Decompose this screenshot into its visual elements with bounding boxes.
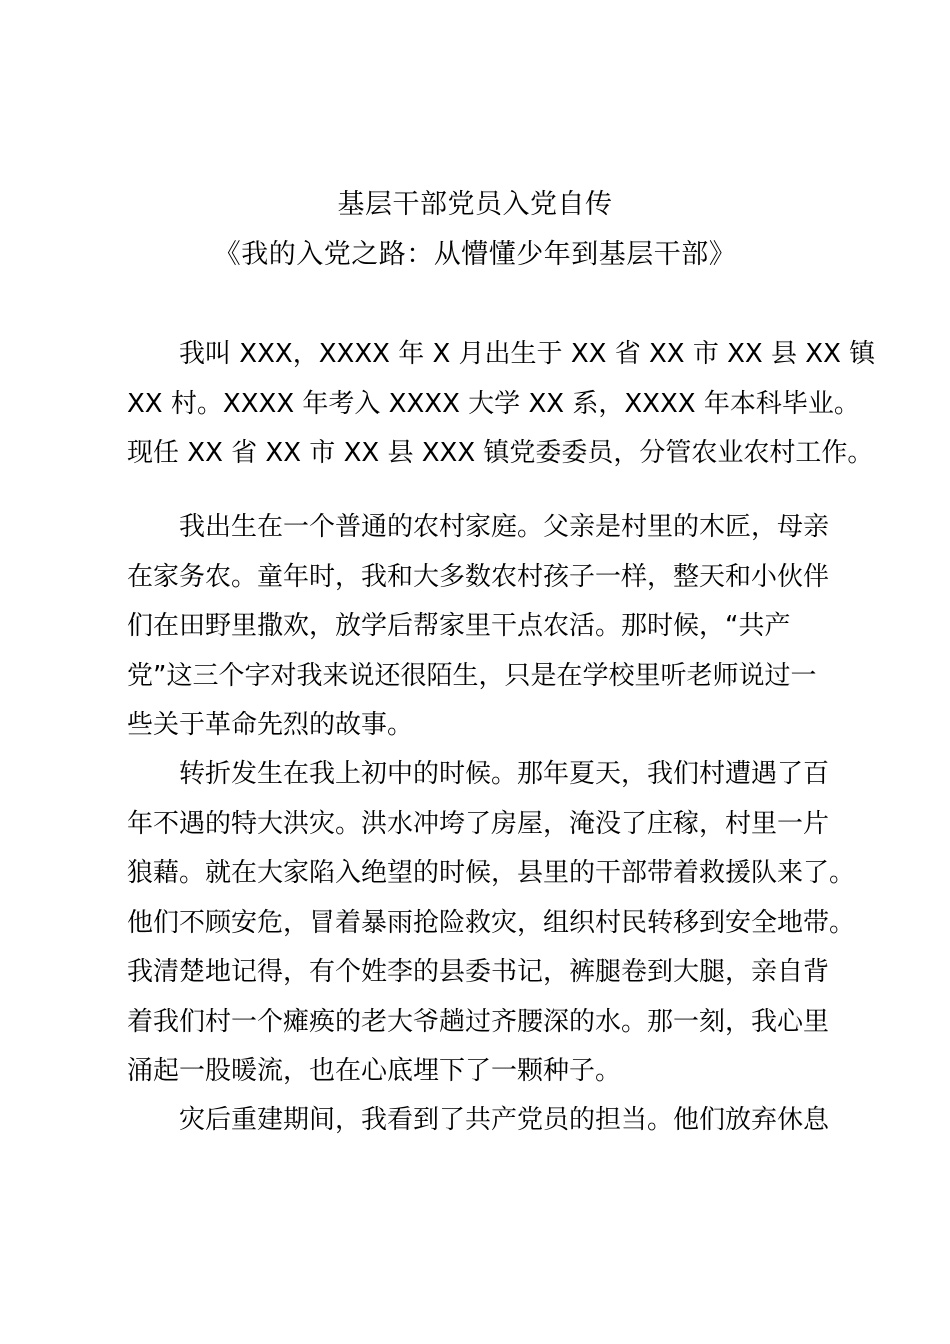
paragraph-line: 我清楚地记得，有个姓李的县委书记，裤腿卷到大腿，亲自背 [127, 957, 830, 987]
paragraph-line: 我出生在一个普通的农村家庭。父亲是村里的木匠，母亲 [179, 512, 830, 542]
paragraph-line: 灾后重建期间，我看到了共产党员的担当。他们放弃休息 [179, 1105, 830, 1135]
paragraph-4 [127, 1096, 837, 1146]
paragraph-line: 我叫 XXX，XXXX 年 X 月出生于 XX 省 XX 市 XX 县 XX 镇 [179, 339, 876, 369]
paragraph-line: 现任 XX 省 XX 市 XX 县 XXX 镇党委委员，分管农业农村工作。 [127, 438, 874, 468]
title-block [0, 180, 950, 280]
paragraph-line: 些关于革命先烈的故事。 [127, 710, 414, 740]
paragraph-line: 在家务农。童年时，我和大多数农村孩子一样，整天和小伙伴 [127, 561, 830, 592]
paragraph-line: 们在田野里撒欢，放学后帮家里干点农活。那时候，“共产 [127, 611, 791, 641]
paragraph-2 [127, 503, 837, 751]
document-subtitle: 《我的入党之路：从懵懂少年到基层干部》 [213, 239, 737, 270]
paragraph-line: 着我们村一个瘫痪的老大爷趟过齐腰深的水。那一刻，我心里 [127, 1006, 830, 1037]
paragraph-line: 党”这三个字对我来说还很陌生，只是在学校里听老师说过一 [127, 660, 817, 691]
paragraph-line: XX 村。XXXX 年考入 XXXX 大学 XX 系，XXXX 年本科毕业。 [127, 388, 860, 419]
paragraph-1 [127, 330, 876, 479]
paragraph-3 [127, 750, 856, 1097]
paragraph-line: 涌起一股暖流，也在心底埋下了一颗种子。 [127, 1056, 622, 1086]
paragraph-line: 狼藉。就在大家陷入绝望的时候，县里的干部带着救援队来了。 [127, 858, 856, 888]
paragraph-line: 转折发生在我上初中的时候。那年夏天，我们村遭遇了百 [179, 759, 830, 789]
document-title: 基层干部党员入党自传 [337, 189, 613, 220]
paragraph-line: 他们不顾安危，冒着暴雨抢险救灾，组织村民转移到安全地带。 [127, 907, 856, 938]
paragraph-line: 年不遇的特大洪灾。洪水冲垮了房屋，淹没了庄稼，村里一片 [127, 808, 830, 839]
